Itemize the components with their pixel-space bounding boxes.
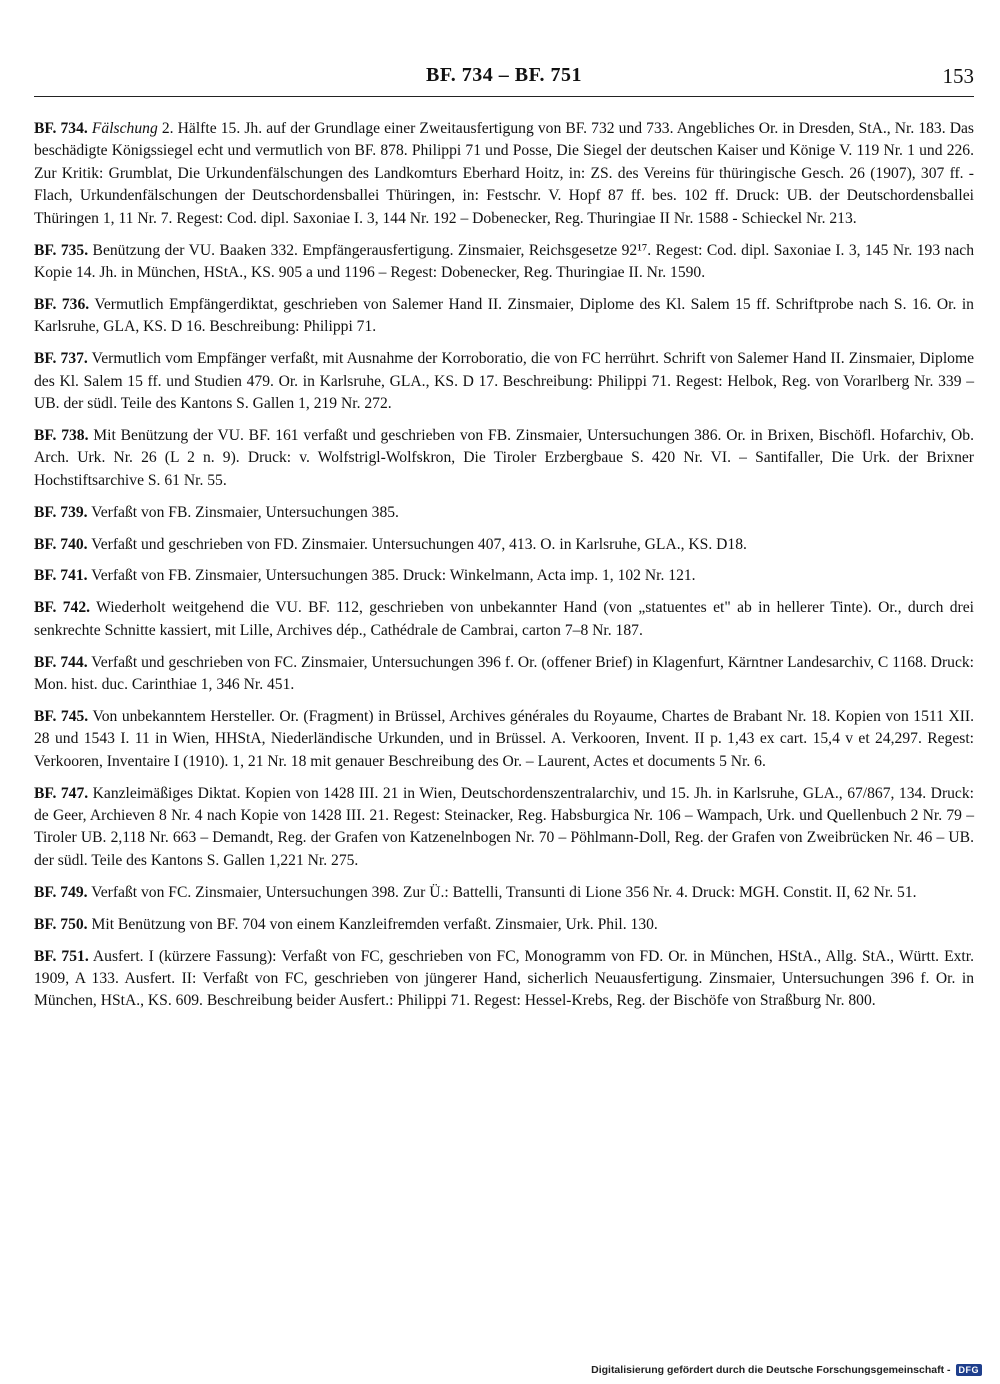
entry-text: Mit Benützung von BF. 704 von einem Kanzleifremden verfaßt. Zinsmaier, Urk. Phil. 130. xyxy=(87,915,658,933)
entry-id: BF. 747. xyxy=(34,784,89,802)
entry-bf-740 xyxy=(34,534,974,556)
entry-bf-735 xyxy=(34,240,974,285)
entry-id: BF. 744. xyxy=(34,653,88,671)
entry-lead-italic: Fälschung xyxy=(91,120,158,137)
entry-id: BF. 741. xyxy=(34,567,88,585)
entry-bf-736 xyxy=(34,294,974,339)
entry-bf-750 xyxy=(34,914,974,936)
entry-id: BF. 750. xyxy=(34,915,88,933)
entry-text: Kanzleimäßiges Diktat. Kopien von 1428 III. 21 in Wien, Deutschordenszentralarchiv, und 15. Jh. in Karlsruhe, GLA., 67/867, 134. Druck: de Geer, Archieven 8 Nr. 4 nach Kopie von 1428 III. 21. Regest: Steinacker, Reg. Habsburgica Nr. 106 – Wampach, Urk. und Quellenbuch 2 Nr. 79 – Tiroler UB. 2,118 Nr. 663 – Demandt, Reg. der Grafen von Katzenelnbogen Nr. 70 – Pöhlmann-Doll, Reg. der Grafen von Zweibrücken Nr. 46 – UB. der südl. Teile des Kantons S. Gallen 1,221 Nr. 275. xyxy=(34,784,974,869)
entry-bf-741 xyxy=(34,565,974,587)
entry-id: BF. 749. xyxy=(34,883,88,901)
entry-id: BF. 745. xyxy=(34,707,89,725)
entry-list xyxy=(34,118,974,1022)
entry-bf-739 xyxy=(34,502,974,524)
page-header xyxy=(34,62,974,96)
entry-bf-749 xyxy=(34,882,974,904)
entry-id: BF. 734. xyxy=(34,120,88,137)
entry-id: BF. 739. xyxy=(34,503,88,521)
entry-text: Verfaßt und geschrieben von FD. Zinsmaier. Untersuchungen 407, 413. O. in Karlsruhe, GLA., KS. D18. xyxy=(87,535,747,553)
entry-text: Verfaßt von FC. Zinsmaier, Untersuchungen 398. Zur Ü.: Battelli, Transunti di Lione 356 Nr. 4. Druck: MGH. Constit. II, 62 Nr. 51. xyxy=(87,883,917,901)
footer-text: Digitalisierung gefördert durch die Deutsche Forschungsgemeinschaft - xyxy=(591,1364,951,1376)
entry-text: Wiederholt weitgehend die VU. BF. 112, geschrieben von unbekannter Hand (von „statuentes et" ab in hellerer Tinte). Or., durch drei senkrechte Schnitte kassiert, mit Lille, Archives dép., Cathédrale de Cambrai, carton 7–8 Nr. 187. xyxy=(34,599,974,639)
entry-text: Ausfert. I (kürzere Fassung): Verfaßt von FC, geschrieben von FC, Monogramm von FD. Or. in München, HStA., Allg. StA., Württ. Extr. 1909, A 133. Ausfert. II: Verfaßt von FC, geschrieben von jüngerer Hand, sicherlich Neuausfertigung. Zinsmaier, Untersuchungen 396 f. Or. in München, HStA., KS. 609. Beschreibung beider Ausfert.: Philippi 71. Regest: Hessel-Krebs, Reg. der Bischöfe von Straßburg Nr. 800. xyxy=(34,947,974,1010)
entry-text: Benützung der VU. Baaken 332. Empfängerausfertigung. Zinsmaier, Reichsgesetze 92¹⁷. Regest: Cod. dipl. Saxoniae I. 3, 145 Nr. 193 nach Kopie 14. Jh. in München, HStA., KS. 905 a und 1196 – Regest: Dobenecker, Reg. Thuringiae II. Nr. 1590. xyxy=(34,241,974,281)
entry-id: BF. 742. xyxy=(34,599,91,617)
entry-text: Verfaßt von FB. Zinsmaier, Untersuchungen 385. Druck: Winkelmann, Acta imp. 1, 102 Nr. 121. xyxy=(87,567,696,585)
entry-text: Von unbekanntem Hersteller. Or. (Fragment) in Brüssel, Archives générales du Royaume, Chartes de Brabant Nr. 18. Kopien von 1511 XII. 28 und 1543 I. 11 in Wien, HHStA, Niederländische Urkunden, und in Brüssel. A. Verkooren, Invent. II p. 1,43 ex cart. 15,4 v et 24,297. Regest: Verkooren, Inventaire I (1910). 1, 21 Nr. 18 mit genauer Beschreibung des Or. – Laurent, Actes et documents 5 Nr. 6. xyxy=(34,707,974,770)
entry-bf-745 xyxy=(34,706,974,773)
entry-text: Verfaßt und geschrieben von FC. Zinsmaier, Untersuchungen 396 f. Or. (offener Brief) in Klagenfurt, Kärntner Landesarchiv, C 1168. Druck: Mon. hist. duc. Carinthiae 1, 346 Nr. 451. xyxy=(34,653,974,694)
entry-id: BF. 751. xyxy=(34,947,89,965)
entry-bf-738 xyxy=(34,425,974,492)
dfg-logo-icon: DFG xyxy=(956,1364,983,1376)
entry-text: 2. Hälfte 15. Jh. auf der Grundlage einer Zweitausfertigung von BF. 732 und 733. Angebliches Or. in Dresden, StA., Nr. 183. Das beschädigte Königssiegel echt und vermutlich von BF. 878. Philippi 71 und Posse, Die Siegel der deutschen Kaiser und Könige V. 119 Nr. 1 und 226. Zur Kritik: Grumblat, Die Urkundenfälschungen des Landkomturs Eberhard Hoitz, in: ZS. des Vereins für thüringische Gesch. 26 (1907), 307 ff. - Flach, Urkundenfälschungen der Deutschordensballei Thüringen, in: Festschr. V. Hopf 87 ff. bes. 102 ff. Druck: UB. der Deutschordensballei Thüringen 1, 11 Nr. 7. Regest: Cod. dipl. Saxoniae I. 3, 144 Nr. 192 – Dobenecker, Reg. Thuringiae II Nr. 1588 - Schieckel Nr. 213. xyxy=(34,120,974,227)
entry-bf-751 xyxy=(34,946,974,1013)
running-head: BF. 734 – BF. 751 xyxy=(426,64,582,86)
entry-id: BF. 735. xyxy=(34,241,89,259)
entry-id: BF. 737. xyxy=(34,350,88,368)
page-number: 153 xyxy=(942,64,974,88)
entry-bf-737 xyxy=(34,348,974,415)
entry-bf-744 xyxy=(34,652,974,697)
entry-bf-734 xyxy=(34,118,974,230)
entry-text: Vermutlich vom Empfänger verfaßt, mit Ausnahme der Korroboratio, die von FC herrührt. Schrift von Salemer Hand II. Zinsmaier, Diplome des Kl. Salem 15 ff. und Studien 479. Or. in Karlsruhe, GLA., KS. D 17. Beschreibung: Philippi 71. Regest: Helbok, Reg. von Vorarlberg Nr. 339 – UB. der südl. Teile des Kantons S. Gallen 1, 219 Nr. 272. xyxy=(34,350,974,412)
header-rule xyxy=(34,96,974,97)
entry-bf-747 xyxy=(34,783,974,873)
footer-credit xyxy=(591,1362,982,1378)
entry-bf-742 xyxy=(34,597,974,642)
entry-text: Vermutlich Empfängerdiktat, geschrieben von Salemer Hand II. Zinsmaier, Diplome des Kl. Salem 15 ff. Schriftprobe nach S. 16. Or. in Karlsruhe, GLA, KS. D 16. Beschreibung: Philippi 71. xyxy=(34,295,974,336)
entry-text: Mit Benützung der VU. BF. 161 verfaßt und geschrieben von FB. Zinsmaier, Untersuchungen 386. Or. in Brixen, Bischöfl. Hofarchiv, Ob. Arch. Urk. Nr. 26 (L 2 n. 9). Druck: v. Wolfstrigl-Wolfskron, Die Tiroler Erzbergbaue S. 420 Nr. VI. – Santifaller, Die Urk. der Brixner Hochstiftsarchive S. 61 Nr. 55. xyxy=(34,426,974,489)
entry-id: BF. 740. xyxy=(34,535,88,553)
entry-id: BF. 736. xyxy=(34,295,90,313)
entry-id: BF. 738. xyxy=(34,426,89,444)
entry-text: Verfaßt von FB. Zinsmaier, Untersuchungen 385. xyxy=(87,503,399,521)
